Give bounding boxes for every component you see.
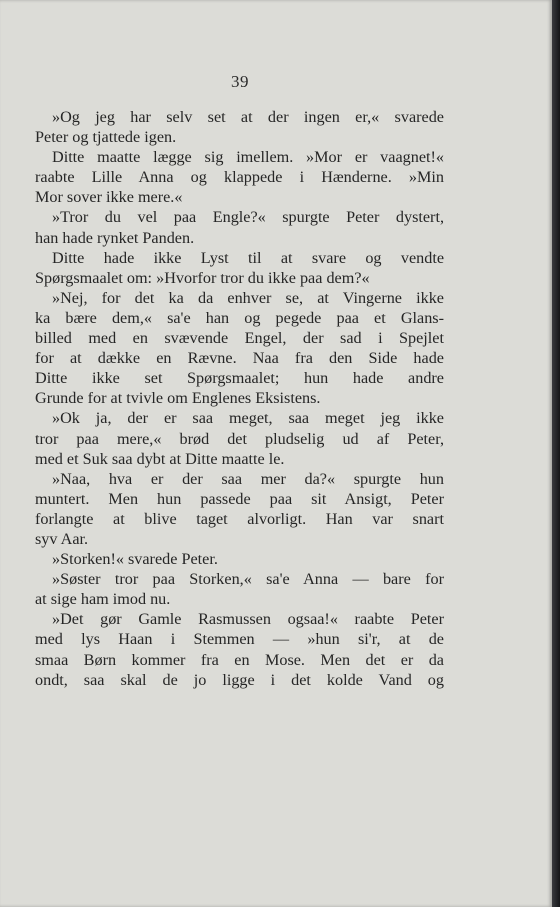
text-line: »Naa, hva er der saa mer da?« spurgte hun <box>52 469 444 488</box>
text-line: ka bære dem,« sa'e han og pegede paa et Glans- <box>35 308 444 327</box>
text-line: syv Aar. <box>35 529 89 548</box>
text-line: raabte Lille Anna og klappede i Hænderne. »Min <box>35 168 444 187</box>
scan-edge <box>552 0 560 907</box>
text-line: »Søster tror paa Storken,« sa'e Anna — bare for <box>52 570 444 589</box>
text-line: Ditte maatte lægge sig imellem. »Mor er vaagnet!« <box>52 148 444 167</box>
text-line: smaa Børn kommer fra en Mose. Men det er da <box>35 650 444 669</box>
body-text <box>35 107 444 690</box>
text-line: at sige ham imod nu. <box>35 590 171 609</box>
text-line: han hade rynket Panden. <box>35 228 195 247</box>
text-line: »Nej, for det ka da enhver se, at Vingerne ikke <box>52 288 444 307</box>
text-line: med et Suk saa dybt at Ditte maatte le. <box>35 449 285 468</box>
text-line: muntert. Men hun passede paa sit Ansigt, Peter <box>35 489 444 508</box>
page-number: 39 <box>231 72 249 91</box>
text-line: Grunde for at tvivle om Englenes Eksistens. <box>35 389 321 408</box>
text-line: Ditte hade ikke Lyst til at svare og vendte <box>52 248 444 267</box>
text-line: »Tror du vel paa Engle?« spurgte Peter dystert, <box>52 208 444 227</box>
text-line: Mor sover ikke mere.« <box>35 188 183 207</box>
text-line: Peter og tjattede igen. <box>35 128 177 147</box>
text-line: »Det gør Gamle Rasmussen ogsaa!« raabte Peter <box>52 610 444 629</box>
text-line: Spørgsmaalet om: »Hvorfor tror du ikke paa dem?« <box>35 268 370 287</box>
text-line: med lys Haan i Stemmen — »hun si'r, at de <box>35 630 444 649</box>
text-line: billed med en svævende Engel, der sad i Spejlet <box>35 329 444 348</box>
text-line: »Og jeg har selv set at der ingen er,« svarede <box>52 108 444 126</box>
text-line: »Ok ja, der er saa meget, saa meget jeg ikke <box>52 409 444 428</box>
text-line: forlangte at blive taget alvorligt. Han var snart <box>35 509 444 528</box>
text-line: for at dække en Rævne. Naa fra den Side hade <box>35 349 444 368</box>
text-line: ondt, saa skal de jo ligge i det kolde Vand og <box>35 670 444 689</box>
text-line: tror paa mere,« brød det pludselig ud af Peter, <box>35 429 444 448</box>
text-line: Ditte ikke set Spørgsmaalet; hun hade andre <box>35 369 444 388</box>
text-line: »Storken!« svarede Peter. <box>52 550 218 569</box>
